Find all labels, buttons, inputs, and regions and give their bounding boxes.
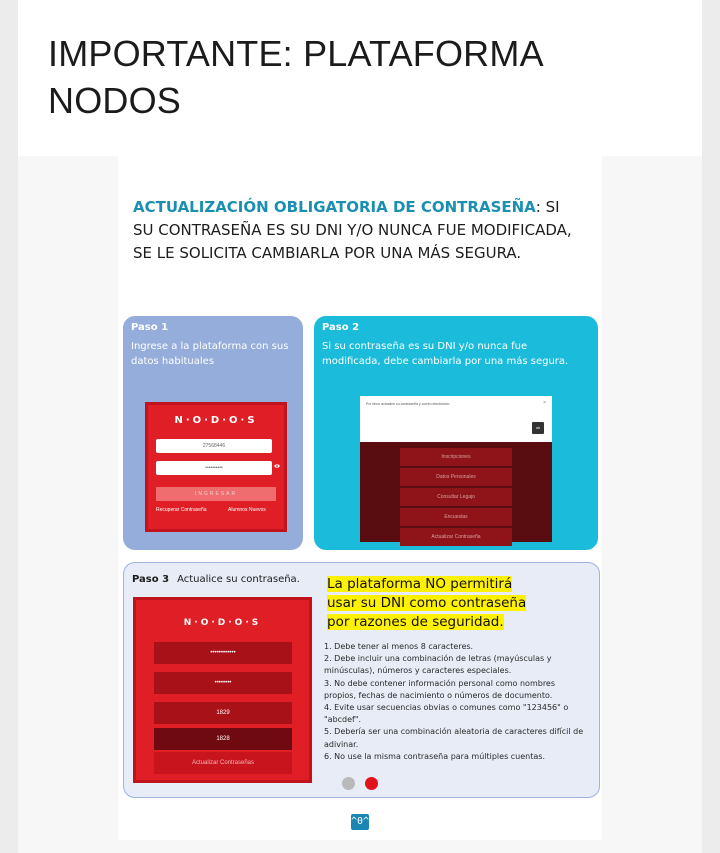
page-badge: ^0^ [351,814,369,830]
update-password-button: Actualizar Contraseñas [154,752,292,774]
rule-item: 5. Debería ser una combinación aleatoria de caracteres difícil de adivinar. [324,727,584,749]
login-button: INGRESAR [156,487,276,501]
step2-title: Paso 2 [322,322,360,333]
recover-link: Recuperar Contraseña [156,507,207,513]
login-mock [145,402,287,532]
carousel-dot[interactable] [365,777,378,790]
menu-list [400,448,512,548]
nodos-logo: N·O·D·O·S [183,618,262,628]
step2-text: Si su contraseña es su DNI y/o nunca fue modificada, debe cambiarla por una más segura. [322,341,569,367]
step3-subtitle: Actualice su contraseña. [177,574,300,585]
left-margin [18,156,118,846]
highlight-text [327,575,527,632]
dialog-ok-button: ok [532,422,544,434]
rule-item: 3. No debe contener información personal como nombres propios, fechas de nacimiento o números de documento. [324,678,556,700]
highlight-span: La plataforma NO permitirá usar su DNI como contraseña por razones de seguridad. [327,576,527,630]
new-password-field: •••••••• [154,672,292,694]
notice-rest: : SI SU CONTRASEÑA ES SU DNI Y/O NUNCA FUE MODIFICADA, SE LE SOLICITA CAMBIARLA POR UNA MÁS SEGURA. [133,198,572,262]
rule-item: 6. No use la misma contraseña para múltiples cuentas. [324,751,545,761]
change-password-mock [133,597,312,783]
rule-item: 4. Evite usar secuencias obvias o comunes como "123456" o "abcdef". [324,703,569,725]
menu-item: Datos Personales [400,468,512,486]
carousel-dot[interactable] [342,777,355,790]
notice-text [133,196,583,265]
menu-item: Inscripciones [400,448,512,466]
header [18,0,702,156]
rule-item: 1. Debe tener al menos 8 caracteres. [324,642,474,651]
step2-panel [314,316,598,550]
password-rules [324,641,589,763]
rule-item: 2. Debe incluir una combinación de letras (mayúsculas y minúsculas), números y caracteres especiales. [324,654,552,676]
update-dialog [360,396,552,442]
step1-panel [123,316,303,550]
step3-heading [132,574,300,585]
eye-icon [274,463,280,469]
menu-item: Encuestas [400,508,512,526]
step1-text: Ingrese a la plataforma con sus datos habituales [131,341,289,367]
menu-item: Consultar Legajo [400,488,512,506]
user-field: 27568446 [156,439,272,453]
current-password-field: •••••••••••• [154,642,292,664]
step1-title: Paso 1 [131,322,169,333]
step3-panel [123,562,600,798]
menu-item: Actualizar Contraseña [400,528,512,546]
password-field: •••••••••• [156,461,272,475]
dialog-text: Por favor actualice su contraseña y correo electrónico [366,402,450,406]
close-icon: × [543,400,546,406]
announcement-image [118,156,602,840]
step3-title: Paso 3 [132,574,170,585]
right-margin [602,156,702,846]
new-students-link: Alumnos Nuevos [228,507,266,513]
field-1829: 1829 [154,702,292,724]
platform-mock [360,396,552,542]
bottom-strip [18,840,702,853]
page-title: IMPORTANTE: PLATAFORMA NODOS [48,33,542,121]
field-1828: 1828 [154,728,292,750]
notice-strong: ACTUALIZACIÓN OBLIGATORIA DE CONTRASEÑA [133,198,536,216]
nodos-logo: N·O·D·O·S [174,415,258,426]
carousel-dots [342,777,382,791]
